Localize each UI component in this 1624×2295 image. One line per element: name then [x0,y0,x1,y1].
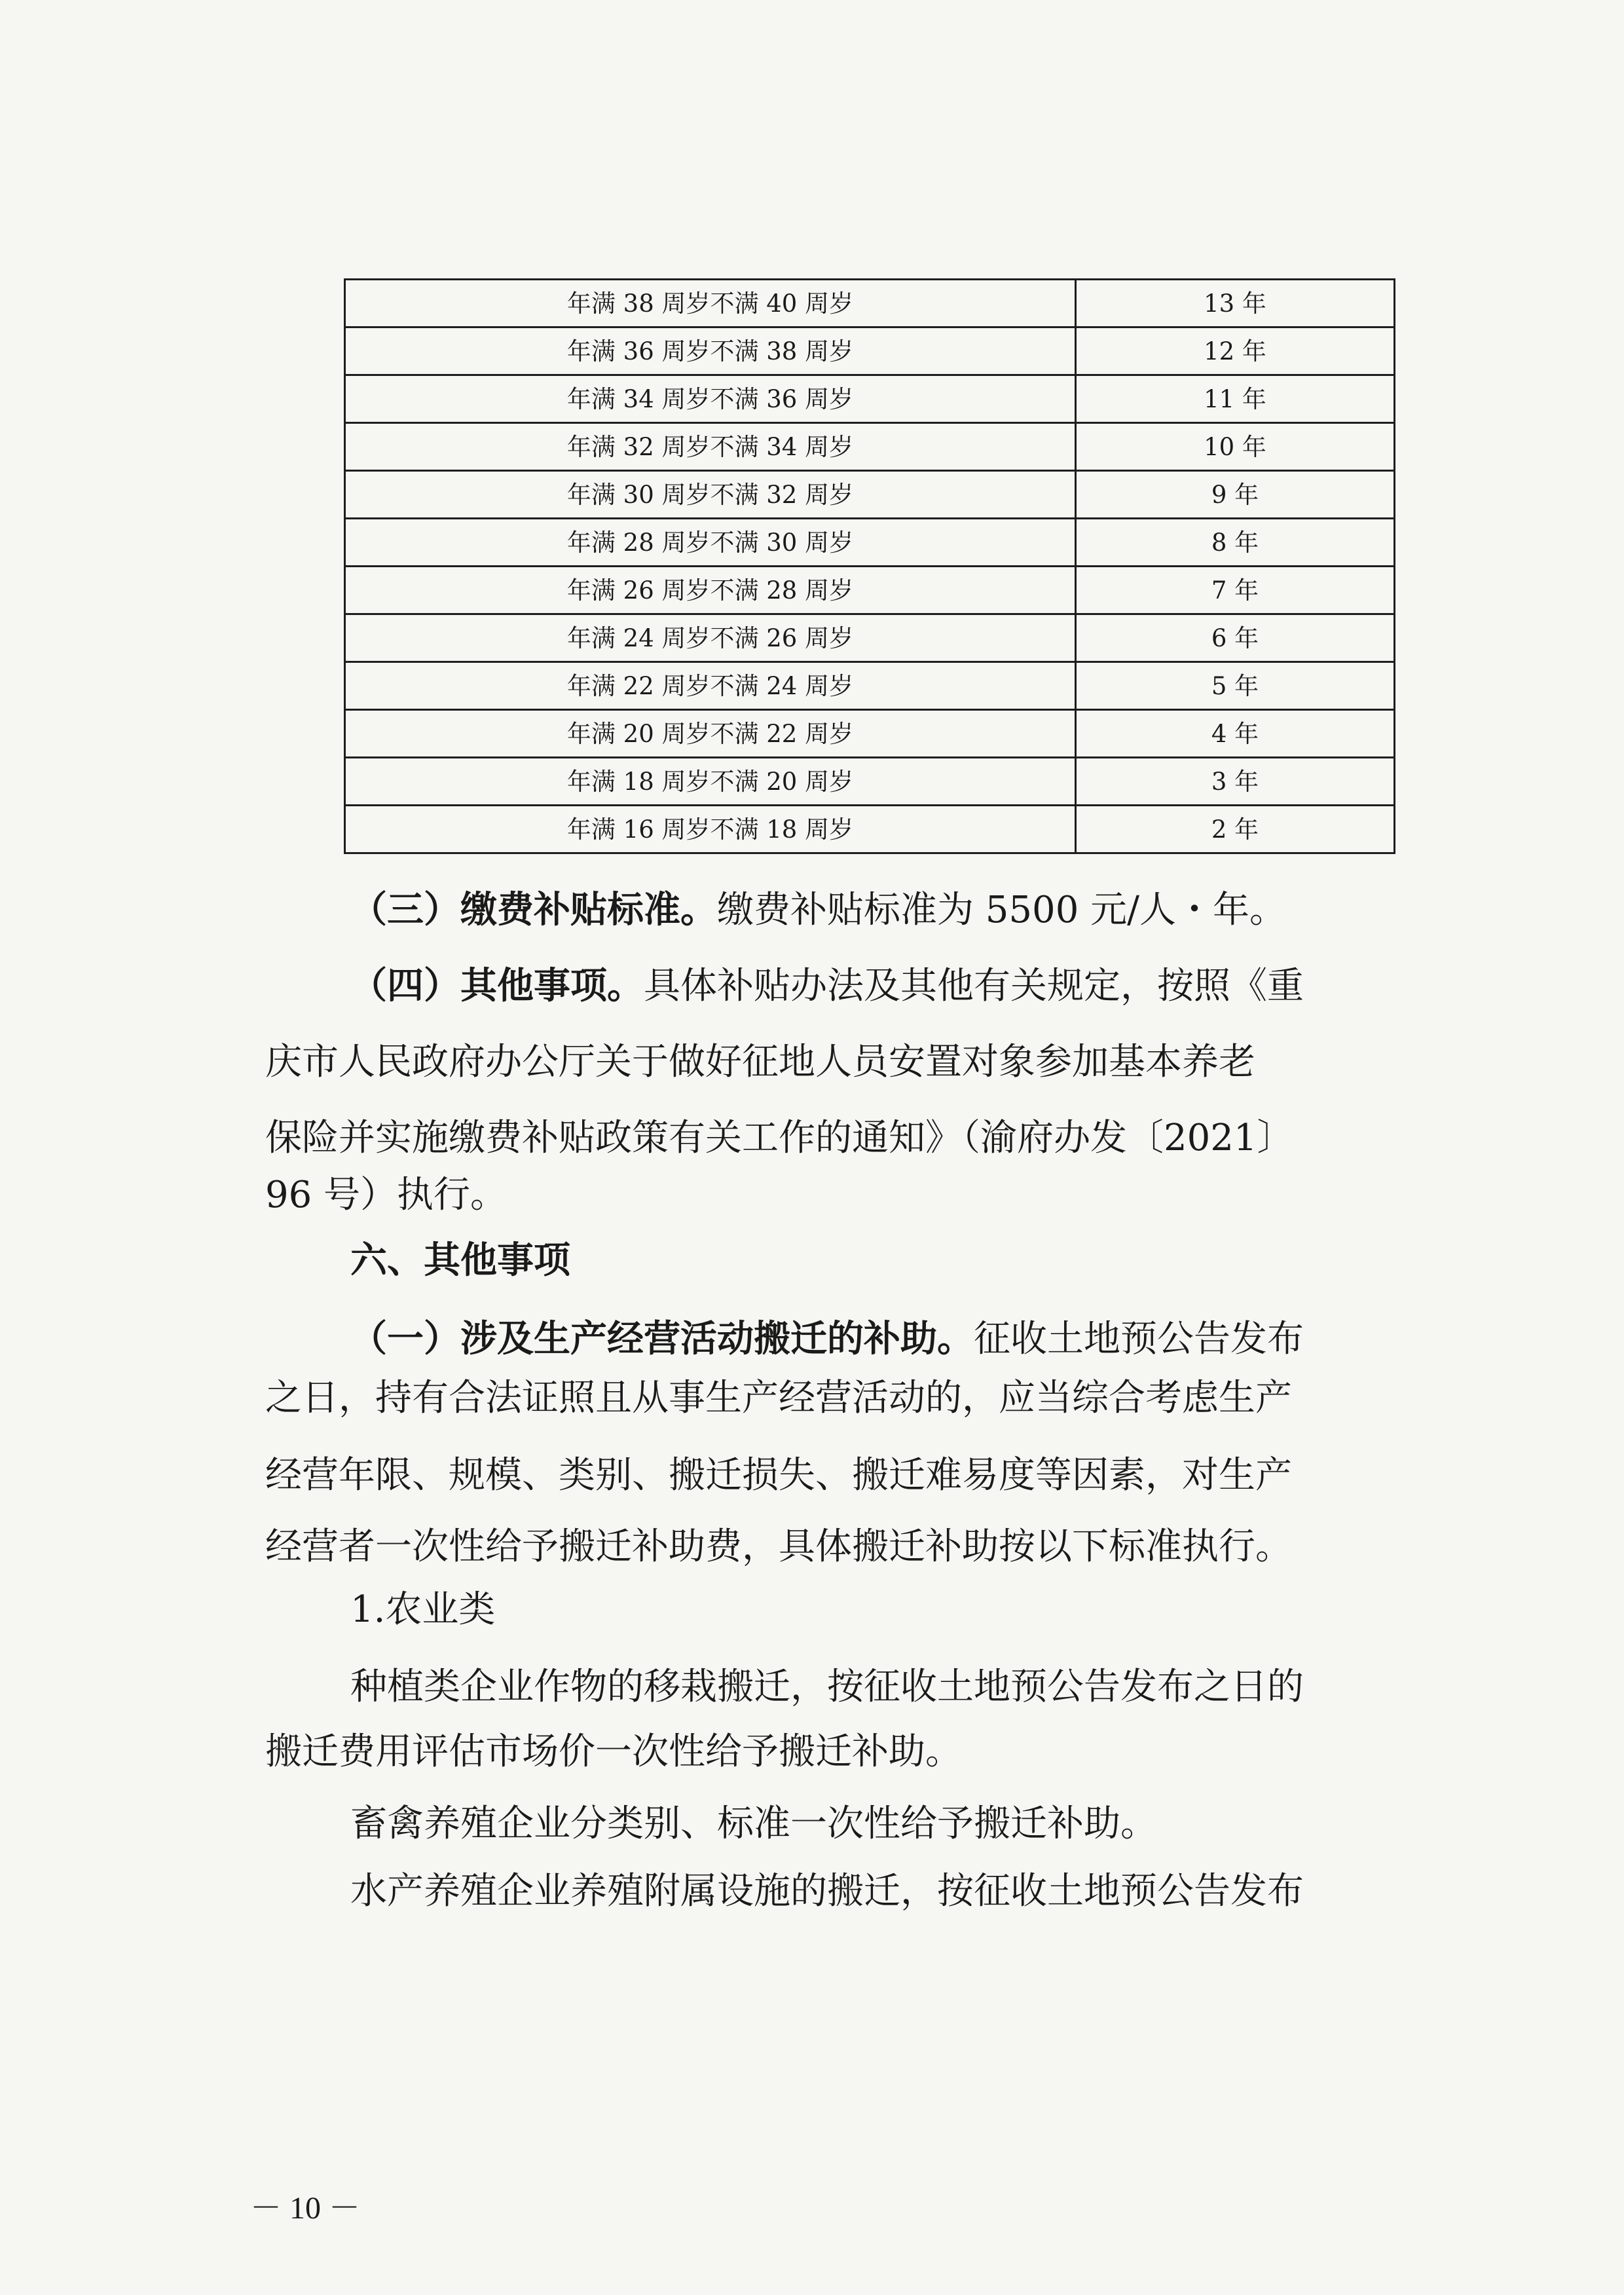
item-1-lead: （一）涉及生产经营活动搬迁的补助。 [350,1318,974,1360]
years-cell: 13 年 [1076,280,1395,327]
section-4-text: 具体补贴办法及其他有关规定，按照《重 [644,965,1304,1007]
age-range-cell: 年满 36 周岁不满 38 周岁 [345,327,1076,375]
section-3-text: 缴费补贴标准为 5500 元/人・年。 [717,889,1286,931]
table-row [345,471,1395,519]
table-row [345,758,1395,806]
table-row [345,327,1395,375]
years-cell: 11 年 [1076,375,1395,423]
age-range-cell: 年满 24 周岁不满 26 周岁 [345,614,1076,662]
section-4-lead: （四）其他事项。 [350,965,644,1007]
table-row [345,567,1395,614]
planting-line-1: 种植类企业作物的移栽搬迁，按征收土地预公告发布之日的 [350,1666,1304,1708]
section-heading-6: 六、其他事项 [350,1239,570,1282]
years-cell: 4 年 [1076,710,1395,758]
years-cell: 2 年 [1076,806,1395,853]
age-range-cell: 年满 20 周岁不满 22 周岁 [345,710,1076,758]
years-cell: 8 年 [1076,519,1395,567]
table-row [345,662,1395,710]
years-cell: 5 年 [1076,662,1395,710]
section-3-lead: （三）缴费补贴标准。 [350,889,717,931]
table-row [345,710,1395,758]
age-range-cell: 年满 30 周岁不满 32 周岁 [345,471,1076,519]
item-1-line-1 [350,1318,1464,1360]
item-1-line-3: 经营年限、规模、类别、搬迁损失、搬迁难易度等因素，对生产 [265,1454,1292,1497]
section-4-line-2: 庆市人民政府办公厅关于做好征地人员安置对象参加基本养老 [265,1041,1255,1083]
planting-line-2: 搬迁费用评估市场价一次性给予搬迁补助。 [265,1730,962,1773]
age-range-cell: 年满 22 周岁不满 24 周岁 [345,662,1076,710]
age-range-cell: 年满 38 周岁不满 40 周岁 [345,280,1076,327]
age-range-cell: 年满 34 周岁不满 36 周岁 [345,375,1076,423]
table-row [345,280,1395,327]
page-number: － 10 － [250,2191,361,2226]
years-cell: 9 年 [1076,471,1395,519]
section-4-line-3: 保险并实施缴费补贴政策有关工作的通知》（渝府办发〔2021〕 [265,1117,1294,1159]
table-row [345,375,1395,423]
age-range-cell: 年满 32 周岁不满 34 周岁 [345,423,1076,471]
years-cell: 10 年 [1076,423,1395,471]
table-row [345,519,1395,567]
age-range-cell: 年满 16 周岁不满 18 周岁 [345,806,1076,853]
age-range-cell: 年满 18 周岁不满 20 周岁 [345,758,1076,806]
years-cell: 12 年 [1076,327,1395,375]
item-1-text: 征收土地预公告发布 [974,1318,1304,1360]
table-row [345,614,1395,662]
age-years-table [344,278,1395,854]
section-4-line-4: 96 号）执行。 [265,1174,507,1216]
age-range-cell: 年满 26 周岁不满 28 周岁 [345,567,1076,614]
age-range-cell: 年满 28 周岁不满 30 周岁 [345,519,1076,567]
section-4-line-1 [350,965,1464,1007]
subheading-agriculture: 1.农业类 [350,1588,496,1631]
livestock-paragraph: 畜禽养殖企业分类别、标准一次性给予搬迁补助。 [350,1802,1157,1845]
item-1-line-4: 经营者一次性给予搬迁补助费，具体搬迁补助按以下标准执行。 [265,1525,1292,1568]
years-cell: 6 年 [1076,614,1395,662]
table-row [345,806,1395,853]
item-1-line-2: 之日，持有合法证照且从事生产经营活动的，应当综合考虑生产 [265,1377,1292,1419]
years-cell: 3 年 [1076,758,1395,806]
table-row [345,423,1395,471]
section-3-paragraph [350,889,1464,931]
aquaculture-line-1: 水产养殖企业养殖附属设施的搬迁，按征收土地预公告发布 [350,1870,1304,1912]
years-cell: 7 年 [1076,567,1395,614]
